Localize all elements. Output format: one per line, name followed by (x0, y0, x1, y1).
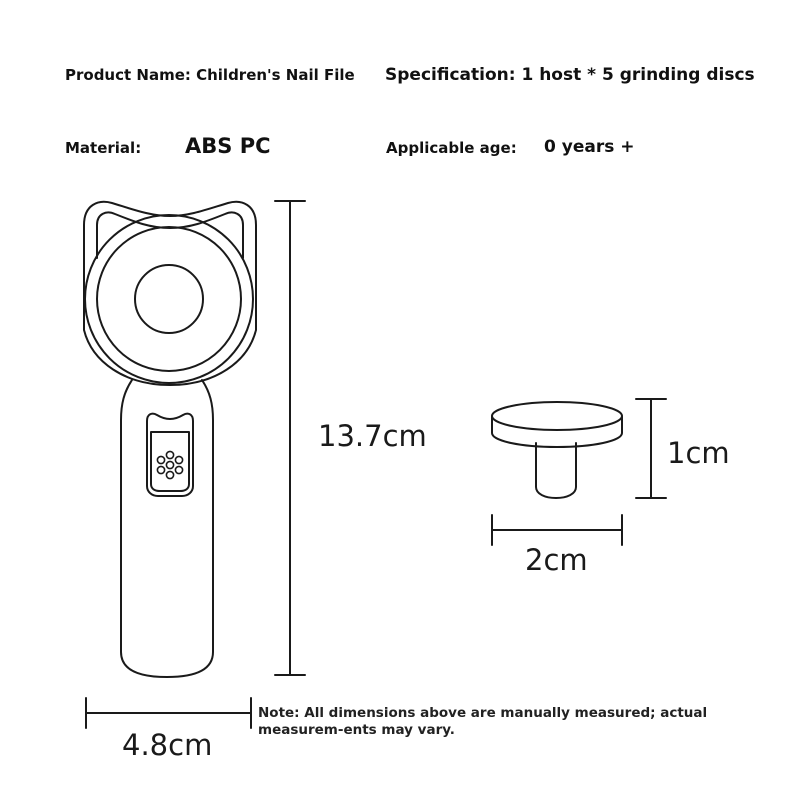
disc-cap-top (492, 402, 622, 430)
grinding-ring-outer (85, 215, 253, 383)
material-value: ABS PC (185, 134, 271, 158)
switch-dots (157, 451, 182, 478)
device-height-label: 13.7cm (318, 419, 427, 453)
grinding-ring-inner (97, 227, 241, 371)
disc-height-label: 1cm (667, 436, 730, 470)
material-label: Material: (65, 139, 142, 157)
measurement-note: Note: All dimensions above are manually measured; actual measurem-ents may vary. (258, 705, 708, 738)
product-name: Product Name: Children's Nail File (65, 66, 355, 84)
disc-width-dimension-line (492, 515, 622, 545)
nail-file-device (84, 202, 256, 677)
device-handle-outline (121, 380, 213, 677)
disc-width-label: 2cm (525, 543, 588, 577)
grinding-disc-center (135, 265, 203, 333)
specification: Specification: 1 host * 5 grinding discs (385, 65, 755, 85)
power-switch (147, 414, 193, 496)
disc-stem (536, 443, 576, 498)
disc-cap-body (492, 416, 622, 447)
device-width-label: 4.8cm (122, 728, 213, 762)
applicable-age-value: 0 years + (544, 137, 635, 157)
device-head-inner-ears (97, 212, 243, 258)
device-width-dimension-line (86, 698, 251, 728)
applicable-age-label: Applicable age: (386, 139, 517, 157)
grinding-disc (492, 402, 622, 498)
device-height-dimension-line (275, 201, 305, 675)
disc-height-dimension-line (636, 399, 666, 498)
